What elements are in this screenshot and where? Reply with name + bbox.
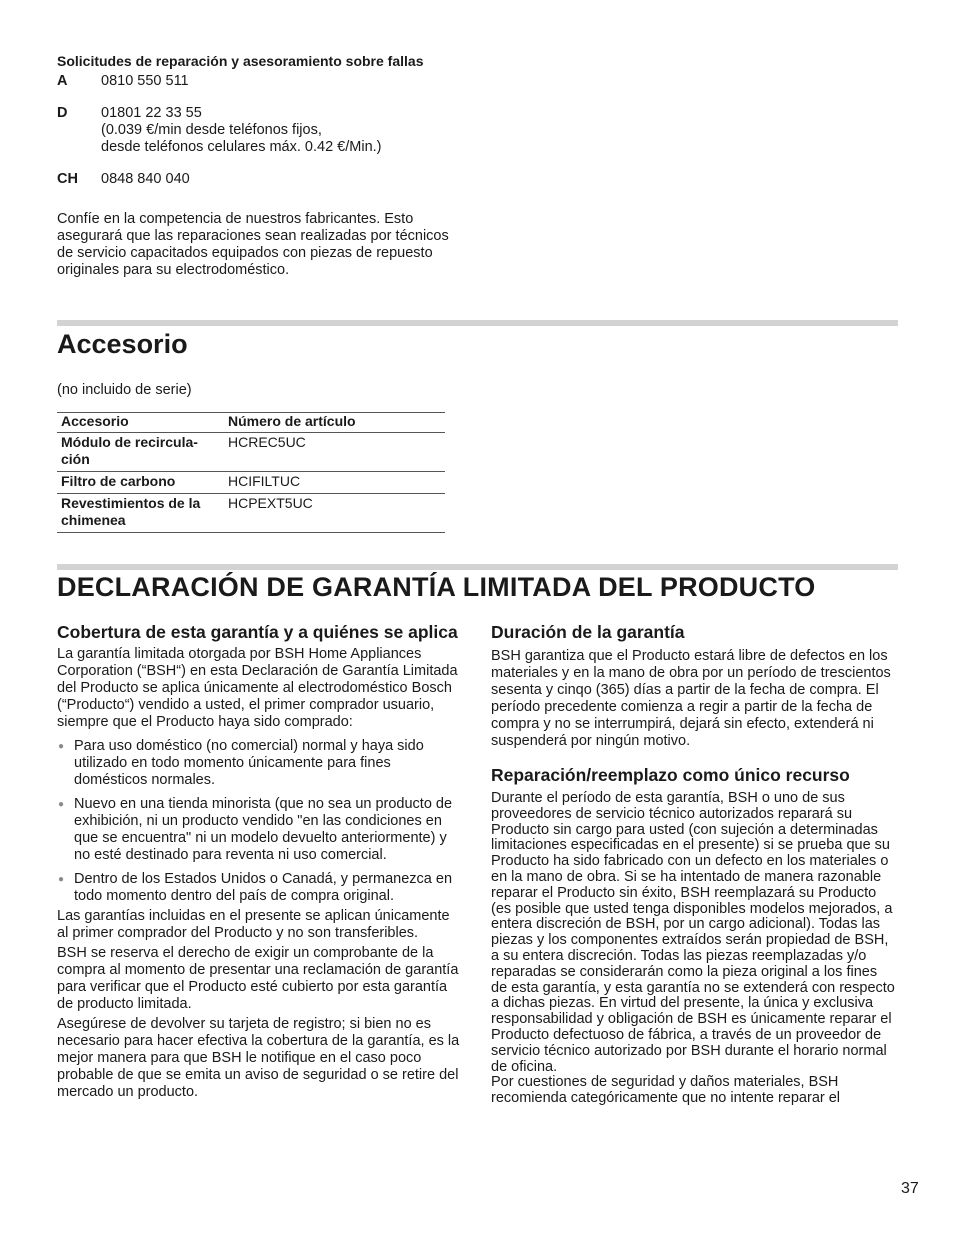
accessory-name: Revestimientos de la chimenea [57,494,224,533]
list-item: ● Nuevo en una tienda minorista (que no sea un producto de exhibición, ni un producto vendido "en las condiciones en que se encuentra" ni un modelo devuelto anteriormente) y no esté destinado para reventa ni uso comercial. [58,796,453,863]
warranty-title: DECLARACIÓN DE GARANTÍA LIMITADA DEL PRODUCTO [57,572,816,602]
accessory-table [57,412,445,533]
warranty-right-column [491,623,897,1107]
accessory-note: (no incluido de serie) [57,382,192,398]
section-divider [57,564,898,570]
service-paragraph: Confíe en la competencia de nuestros fabricantes. Esto asegurará que las reparaciones sean realizadas por técnicos de servicio capacitados equipados con piezas de repuesto originales para su electrodoméstico. [57,211,449,278]
country-code: CH [57,171,78,187]
phone-number: 01801 22 33 55 (0.039 €/min desde teléfonos fijos, desde teléfonos celulares máx. 0.42 €/Min.) [101,105,382,155]
coverage-intro: La garantía limitada otorgada por BSH Home Appliances Corporation (“BSH“) en esta Declaración de Garantía Limitada del Producto se aplica únicamente al electrodoméstico Bosch (“Producto“) vendido a usted, el primer comprador usuario, siempre que el Producto haya sido comprado: [57,646,458,730]
country-code: D [57,105,68,121]
warranty-paragraph: Asegúrese de devolver su tarjeta de registro; si bien no es necesario para hacer efectiva la cobertura de la garantía, es la mejor manera para que BSH le notifique en el caso poco probable de que se emita un aviso de seguridad o se retire del mercado un producto. [57,1016,460,1100]
service-heading: Solicitudes de reparación y asesoramiento sobre fallas [57,53,424,69]
table-header-row [57,413,445,433]
phone-number: 0848 840 040 [101,171,190,187]
accessory-name: Filtro de carbono [57,472,224,494]
warranty-left-column [57,623,461,1101]
coverage-heading: Cobertura de esta garantía y a quiénes se aplica [57,622,458,642]
list-item: ● Dentro de los Estados Unidos o Canadá, y permanezca en todo momento dentro del país de compra original. [58,871,453,904]
accessory-title: Accesorio [57,329,188,359]
bullet-icon: ● [58,874,65,885]
page-number: 37 [901,1180,919,1197]
duration-heading: Duración de la garantía [491,622,685,642]
coverage-list [57,738,461,905]
repair-text: Durante el período de esta garantía, BSH o uno de sus proveedores de servicio técnico autorizados reparará su Producto sin cargo para usted (con sujeción a determinadas limitaciones especificadas en el presente) si se prueba que su Producto ha sido fabricado con un defecto en los materiales o en la mano de obra. Si se ha intentado de manera razonable reparar el Producto sin éxito, BSH reemplazará su Producto (es posible que usted tenga disponibles modelos mejorados, a entera discreción de BSH, por un cargo adicional). Todas las piezas y los componentes extraídos serán propiedad de BSH, a su entera discreción. Todas las piezas reemplazadas y/o reparadas se considerarán como la pieza original a los fines de esta garantía, y esta garantía no se extenderá con respecto a dichas piezas. En virtud del presente, la única y exclusiva responsabilidad y obligación de BSH es únicamente reparar el Producto defectuoso de fábrica, a través de un proveedor de servicio técnico autorizado por BSH durante el horario normal de oficina. [491,790,895,1075]
column-header: Número de artículo [224,413,445,433]
table-row [57,472,445,494]
list-item: ● Para uso doméstico (no comercial) normal y haya sido utilizado en todo momento únicamente para fines domésticos normales. [58,738,424,788]
table-row [57,433,445,472]
repair-text-continued: Por cuestiones de seguridad y daños materiales, BSH recomienda categóricamente que no intente reparar el [491,1074,841,1107]
article-number: HCIFILTUC [224,472,445,494]
section-divider [57,320,898,326]
article-number: HCREC5UC [224,433,445,472]
column-header: Accesorio [57,413,224,433]
warranty-paragraph: BSH se reserva el derecho de exigir un comprobante de la compra al momento de presentar una reclamación de garantía para verificar que el Producto esté cubierto por esta garantía de producto limitada. [57,945,459,1012]
duration-text: BSH garantiza que el Producto estará libre de defectos en los materiales y en la mano de obra por un período de trescientos sesenta y cinqo (365) días a partir de la fecha de compra. El período precedente comienza a regir a partir de la fecha de compra y no se interrumpirá, dejará sin efecto, extenderá ni suspenderá por ningún motivo. [491,648,891,749]
country-code: A [57,73,68,89]
phone-number: 0810 550 511 [101,73,189,89]
bullet-icon: ● [58,741,65,752]
bullet-icon: ● [58,799,65,810]
repair-heading: Reparación/reemplazo como único recurso [491,765,850,785]
article-number: HCPEXT5UC [224,494,445,533]
table-row [57,494,445,533]
warranty-paragraph: Las garantías incluidas en el presente se aplican únicamente al primer comprador del Producto y no son transferibles. [57,908,450,941]
accessory-name: Módulo de recircula-ción [57,433,224,472]
